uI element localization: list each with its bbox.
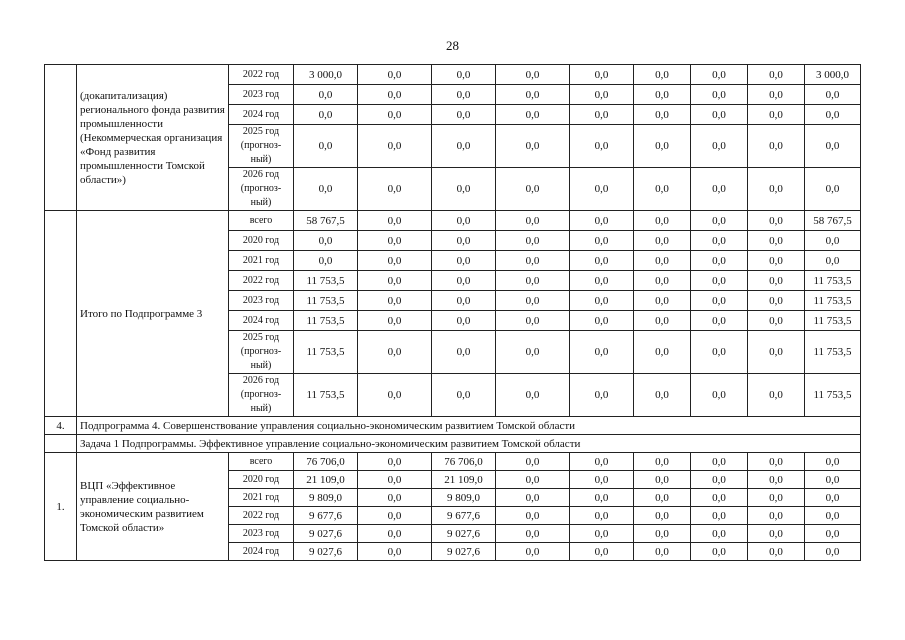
value-cell: 0,0: [748, 331, 805, 374]
value-cell: 0,0: [570, 311, 634, 331]
year-cell: 2025 год (прогноз-ный): [229, 331, 294, 374]
value-cell: 0,0: [570, 125, 634, 168]
value-cell: 0,0: [496, 168, 570, 211]
row-name-cell: (докапитализация) регионального фонда развития промышленности (Некоммерческая организация «Фонд развития промышленности Томской области»): [77, 65, 229, 211]
task-row: [45, 435, 861, 453]
value-cell: 0,0: [634, 271, 691, 291]
year-cell: 2022 год: [229, 271, 294, 291]
value-cell: 0,0: [634, 311, 691, 331]
value-cell: 0,0: [294, 85, 358, 105]
value-cell: 0,0: [691, 105, 748, 125]
value-cell: 0,0: [748, 525, 805, 543]
value-cell: 11 753,5: [294, 271, 358, 291]
value-cell: 11 753,5: [294, 374, 358, 417]
value-cell: 0,0: [805, 471, 861, 489]
value-cell: 0,0: [748, 65, 805, 85]
value-cell: 0,0: [432, 65, 496, 85]
value-cell: 58 767,5: [294, 211, 358, 231]
value-cell: 0,0: [691, 85, 748, 105]
value-cell: 0,0: [358, 374, 432, 417]
section-row: [45, 417, 861, 435]
value-cell: 0,0: [691, 291, 748, 311]
value-cell: 0,0: [496, 311, 570, 331]
value-cell: 0,0: [432, 211, 496, 231]
value-cell: 0,0: [691, 125, 748, 168]
value-cell: 0,0: [358, 231, 432, 251]
value-cell: 0,0: [570, 374, 634, 417]
year-cell: 2022 год: [229, 507, 294, 525]
value-cell: 0,0: [805, 543, 861, 561]
year-cell: всего: [229, 453, 294, 471]
year-cell: 2024 год: [229, 311, 294, 331]
value-cell: 0,0: [432, 374, 496, 417]
year-cell: 2020 год: [229, 231, 294, 251]
row-number-cell: [45, 211, 77, 417]
value-cell: 11 753,5: [805, 271, 861, 291]
budget-table: [44, 64, 861, 561]
value-cell: 0,0: [358, 471, 432, 489]
year-cell: 2025 год (прогноз-ный): [229, 125, 294, 168]
value-cell: 0,0: [496, 374, 570, 417]
year-cell: 2024 год: [229, 543, 294, 561]
value-cell: 0,0: [691, 543, 748, 561]
table-row: [45, 211, 861, 231]
value-cell: 0,0: [634, 471, 691, 489]
value-cell: 0,0: [748, 453, 805, 471]
value-cell: 0,0: [496, 85, 570, 105]
value-cell: 0,0: [570, 291, 634, 311]
value-cell: 0,0: [748, 251, 805, 271]
row-number-cell: 1.: [45, 453, 77, 561]
value-cell: 0,0: [634, 507, 691, 525]
value-cell: 0,0: [496, 211, 570, 231]
value-cell: 0,0: [358, 489, 432, 507]
value-cell: 0,0: [496, 507, 570, 525]
value-cell: 11 753,5: [805, 291, 861, 311]
year-cell: 2021 год: [229, 251, 294, 271]
value-cell: 0,0: [805, 525, 861, 543]
value-cell: 0,0: [432, 331, 496, 374]
value-cell: 0,0: [432, 251, 496, 271]
value-cell: 0,0: [748, 471, 805, 489]
value-cell: 0,0: [691, 453, 748, 471]
year-cell: 2026 год (прогноз-ный): [229, 374, 294, 417]
value-cell: 0,0: [432, 85, 496, 105]
value-cell: 0,0: [691, 331, 748, 374]
value-cell: 21 109,0: [294, 471, 358, 489]
value-cell: 0,0: [358, 507, 432, 525]
value-cell: 9 027,6: [294, 525, 358, 543]
value-cell: 0,0: [496, 543, 570, 561]
value-cell: 0,0: [496, 331, 570, 374]
value-cell: 0,0: [748, 271, 805, 291]
row-name-cell: ВЦП «Эффективное управление социально-экономическим развитием Томской области»: [77, 453, 229, 561]
value-cell: 0,0: [358, 543, 432, 561]
value-cell: 9 027,6: [294, 543, 358, 561]
year-cell: 2023 год: [229, 291, 294, 311]
value-cell: 0,0: [570, 105, 634, 125]
value-cell: 0,0: [805, 125, 861, 168]
value-cell: 0,0: [358, 311, 432, 331]
value-cell: 0,0: [294, 125, 358, 168]
value-cell: 0,0: [496, 471, 570, 489]
value-cell: 0,0: [496, 291, 570, 311]
value-cell: 0,0: [634, 291, 691, 311]
year-cell: 2024 год: [229, 105, 294, 125]
value-cell: 0,0: [358, 85, 432, 105]
value-cell: 11 753,5: [805, 374, 861, 417]
value-cell: 0,0: [634, 105, 691, 125]
value-cell: 0,0: [691, 231, 748, 251]
value-cell: 0,0: [634, 211, 691, 231]
value-cell: 0,0: [570, 525, 634, 543]
value-cell: 0,0: [496, 251, 570, 271]
value-cell: 0,0: [570, 453, 634, 471]
value-cell: 0,0: [805, 168, 861, 211]
value-cell: 0,0: [691, 251, 748, 271]
value-cell: 0,0: [294, 251, 358, 271]
value-cell: 0,0: [748, 168, 805, 211]
value-cell: 76 706,0: [432, 453, 496, 471]
budget-table-body: [45, 65, 861, 561]
value-cell: 0,0: [805, 231, 861, 251]
value-cell: 0,0: [634, 168, 691, 211]
value-cell: 0,0: [570, 251, 634, 271]
value-cell: 0,0: [496, 489, 570, 507]
value-cell: 21 109,0: [432, 471, 496, 489]
value-cell: 0,0: [432, 291, 496, 311]
value-cell: 0,0: [748, 507, 805, 525]
value-cell: 0,0: [634, 525, 691, 543]
value-cell: 0,0: [432, 125, 496, 168]
value-cell: 3 000,0: [294, 65, 358, 85]
value-cell: 0,0: [432, 311, 496, 331]
row-name-cell: Итого по Подпрограмме 3: [77, 211, 229, 417]
value-cell: 3 000,0: [805, 65, 861, 85]
section-title-cell: Подпрограмма 4. Совершенствование управления социально-экономическим развитием Томской области: [77, 417, 861, 435]
value-cell: 0,0: [691, 168, 748, 211]
value-cell: 0,0: [691, 471, 748, 489]
value-cell: 0,0: [432, 105, 496, 125]
value-cell: 9 809,0: [432, 489, 496, 507]
value-cell: 11 753,5: [294, 291, 358, 311]
value-cell: 0,0: [496, 65, 570, 85]
value-cell: 0,0: [294, 105, 358, 125]
value-cell: 0,0: [358, 168, 432, 211]
value-cell: 0,0: [358, 331, 432, 374]
year-cell: 2023 год: [229, 85, 294, 105]
value-cell: 0,0: [358, 211, 432, 231]
value-cell: 9 677,6: [432, 507, 496, 525]
value-cell: 0,0: [570, 331, 634, 374]
value-cell: 0,0: [358, 65, 432, 85]
value-cell: 0,0: [570, 271, 634, 291]
value-cell: 0,0: [634, 251, 691, 271]
value-cell: 0,0: [748, 291, 805, 311]
value-cell: 0,0: [634, 331, 691, 374]
value-cell: 0,0: [570, 211, 634, 231]
value-cell: 0,0: [634, 85, 691, 105]
value-cell: 0,0: [691, 65, 748, 85]
value-cell: 0,0: [691, 525, 748, 543]
section-number-cell: 4.: [45, 417, 77, 435]
value-cell: 9 027,6: [432, 525, 496, 543]
value-cell: 0,0: [496, 105, 570, 125]
value-cell: 11 753,5: [805, 331, 861, 374]
value-cell: 0,0: [748, 211, 805, 231]
table-row: [45, 453, 861, 471]
value-cell: 0,0: [570, 168, 634, 211]
value-cell: 0,0: [805, 507, 861, 525]
value-cell: 9 677,6: [294, 507, 358, 525]
value-cell: 0,0: [570, 231, 634, 251]
value-cell: 0,0: [570, 85, 634, 105]
value-cell: 0,0: [358, 125, 432, 168]
value-cell: 0,0: [748, 85, 805, 105]
value-cell: 0,0: [805, 105, 861, 125]
value-cell: 0,0: [691, 311, 748, 331]
value-cell: 0,0: [634, 65, 691, 85]
value-cell: 76 706,0: [294, 453, 358, 471]
task-title-cell: Задача 1 Подпрограммы. Эффективное управление социально-экономическим развитием Томской области: [77, 435, 861, 453]
value-cell: 0,0: [748, 374, 805, 417]
year-cell: 2023 год: [229, 525, 294, 543]
value-cell: 0,0: [691, 489, 748, 507]
value-cell: 0,0: [358, 453, 432, 471]
value-cell: 0,0: [805, 85, 861, 105]
value-cell: 0,0: [748, 231, 805, 251]
value-cell: 0,0: [496, 271, 570, 291]
value-cell: 0,0: [358, 525, 432, 543]
value-cell: 0,0: [358, 251, 432, 271]
table-row: [45, 65, 861, 85]
value-cell: 0,0: [358, 105, 432, 125]
value-cell: 0,0: [748, 311, 805, 331]
year-cell: 2026 год (прогноз-ный): [229, 168, 294, 211]
year-cell: 2021 год: [229, 489, 294, 507]
value-cell: 0,0: [570, 507, 634, 525]
value-cell: 11 753,5: [294, 311, 358, 331]
value-cell: 0,0: [634, 125, 691, 168]
value-cell: 58 767,5: [805, 211, 861, 231]
row-number-cell: [45, 65, 77, 211]
value-cell: 0,0: [805, 251, 861, 271]
value-cell: 0,0: [805, 489, 861, 507]
value-cell: 0,0: [358, 291, 432, 311]
value-cell: 0,0: [634, 374, 691, 417]
value-cell: 0,0: [691, 211, 748, 231]
value-cell: 0,0: [570, 489, 634, 507]
year-cell: 2020 год: [229, 471, 294, 489]
value-cell: 0,0: [634, 489, 691, 507]
value-cell: 0,0: [496, 453, 570, 471]
value-cell: 0,0: [294, 168, 358, 211]
value-cell: 0,0: [496, 125, 570, 168]
year-cell: всего: [229, 211, 294, 231]
value-cell: 0,0: [496, 231, 570, 251]
value-cell: 0,0: [634, 453, 691, 471]
value-cell: 9 027,6: [432, 543, 496, 561]
value-cell: 0,0: [432, 271, 496, 291]
value-cell: 11 753,5: [805, 311, 861, 331]
value-cell: 11 753,5: [294, 331, 358, 374]
value-cell: 0,0: [748, 105, 805, 125]
value-cell: 0,0: [432, 168, 496, 211]
value-cell: 0,0: [570, 471, 634, 489]
value-cell: 0,0: [432, 231, 496, 251]
task-number-cell: [45, 435, 77, 453]
value-cell: 0,0: [748, 489, 805, 507]
year-cell: 2022 год: [229, 65, 294, 85]
value-cell: 0,0: [358, 271, 432, 291]
value-cell: 0,0: [634, 543, 691, 561]
page-number: 28: [446, 38, 459, 53]
value-cell: 0,0: [691, 507, 748, 525]
value-cell: 0,0: [748, 543, 805, 561]
value-cell: 0,0: [294, 231, 358, 251]
value-cell: 0,0: [805, 453, 861, 471]
value-cell: 0,0: [691, 374, 748, 417]
value-cell: 9 809,0: [294, 489, 358, 507]
value-cell: 0,0: [691, 271, 748, 291]
value-cell: 0,0: [570, 543, 634, 561]
value-cell: 0,0: [634, 231, 691, 251]
value-cell: 0,0: [748, 125, 805, 168]
value-cell: 0,0: [496, 525, 570, 543]
value-cell: 0,0: [570, 65, 634, 85]
